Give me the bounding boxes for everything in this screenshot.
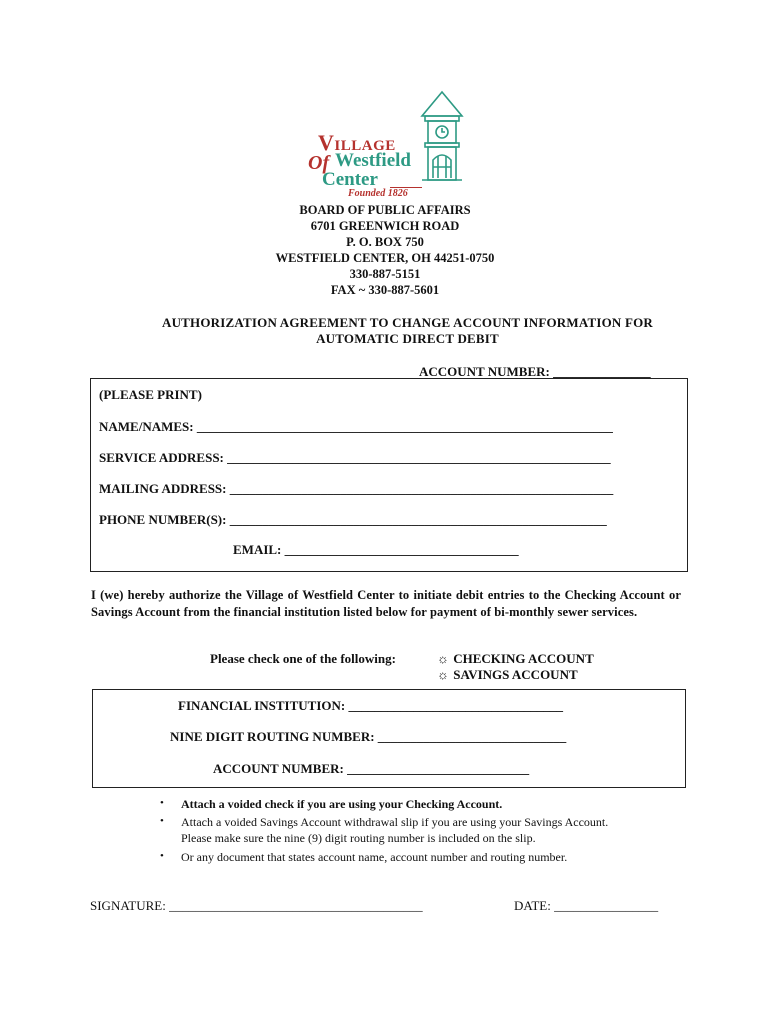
please-print-label: (PLEASE PRINT): [99, 387, 202, 402]
checkbox-sun-icon[interactable]: ☼: [437, 667, 449, 682]
checkbox-sun-icon[interactable]: ☼: [437, 651, 449, 666]
logo-founded-text: Founded 1826: [348, 188, 408, 199]
account-number-field[interactable]: ACCOUNT NUMBER: _______________: [419, 364, 651, 379]
phone-number: 330-887-5151: [349, 267, 421, 281]
signature-field[interactable]: SIGNATURE: _______________________________________: [90, 898, 423, 913]
checking-account-option[interactable]: [436, 651, 594, 667]
personal-info-box: [90, 378, 688, 572]
logo-village-text: Village: [318, 130, 396, 155]
check-prompt: Please check one of the following:: [210, 651, 396, 666]
financial-institution-field[interactable]: FINANCIAL INSTITUTION: _________________________________: [178, 698, 563, 713]
savings-account-label: SAVINGS ACCOUNT: [453, 667, 578, 682]
bullet-icon: •: [160, 850, 164, 862]
bank-account-number-field[interactable]: ACCOUNT NUMBER: ____________________________: [213, 761, 530, 776]
bullet-routing-note: Please make sure the nine (9) digit routing number is included on the slip.: [181, 831, 536, 845]
service-address-field[interactable]: SERVICE ADDRESS: ___________________________________________________________: [99, 450, 611, 465]
checking-account-label: CHECKING ACCOUNT: [453, 651, 594, 666]
street-address: 6701 GREENWICH ROAD: [310, 219, 460, 233]
form-title-line2: AUTOMATIC DIRECT DEBIT: [316, 331, 499, 346]
bullet-icon: •: [160, 797, 164, 809]
form-title-line1: AUTHORIZATION AGREEMENT TO CHANGE ACCOUNT INFORMATION FOR: [161, 315, 654, 330]
bank-info-box: [92, 689, 686, 788]
mailing-address-field[interactable]: MAILING ADDRESS: ___________________________________________________________: [99, 481, 614, 496]
date-field[interactable]: DATE: ________________: [514, 898, 659, 913]
email-field[interactable]: EMAIL: ____________________________________: [233, 542, 519, 557]
phone-numbers-field[interactable]: PHONE NUMBER(S): __________________________________________________________: [99, 512, 607, 527]
logo-center-text: Center: [322, 169, 378, 190]
names-field[interactable]: NAME/NAMES: ________________________________________________________________: [99, 419, 613, 434]
savings-account-option[interactable]: [436, 667, 578, 683]
bullet-withdrawal-slip: Attach a voided Savings Account withdrawal slip if you are using your Savings Account.: [181, 815, 609, 829]
bullet-any-document: Or any document that states account name, account number and routing number.: [181, 850, 568, 864]
city-state-zip: WESTFIELD CENTER, OH 44251-0750: [275, 251, 495, 265]
logo-of-text: Of: [308, 152, 330, 174]
fax-number: FAX ~ 330-887-5601: [330, 283, 440, 297]
village-logo: [300, 90, 470, 205]
bullet-icon: •: [160, 815, 164, 827]
bullet-voided-check: Attach a voided check if you are using your Checking Account.: [181, 797, 503, 811]
authorization-paragraph: I (we) hereby authorize the Village of Westfield Center to initiate debit entries to the Checking Account or Savings Account from the financial institution listed below for payment of bi-monthly sewer services.: [91, 588, 681, 619]
org-name: BOARD OF PUBLIC AFFAIRS: [299, 203, 471, 217]
logo-westfield-text: Westfield: [335, 150, 411, 171]
routing-number-field[interactable]: NINE DIGIT ROUTING NUMBER: _____________________________: [170, 729, 567, 744]
po-box: P. O. BOX 750: [346, 235, 424, 249]
